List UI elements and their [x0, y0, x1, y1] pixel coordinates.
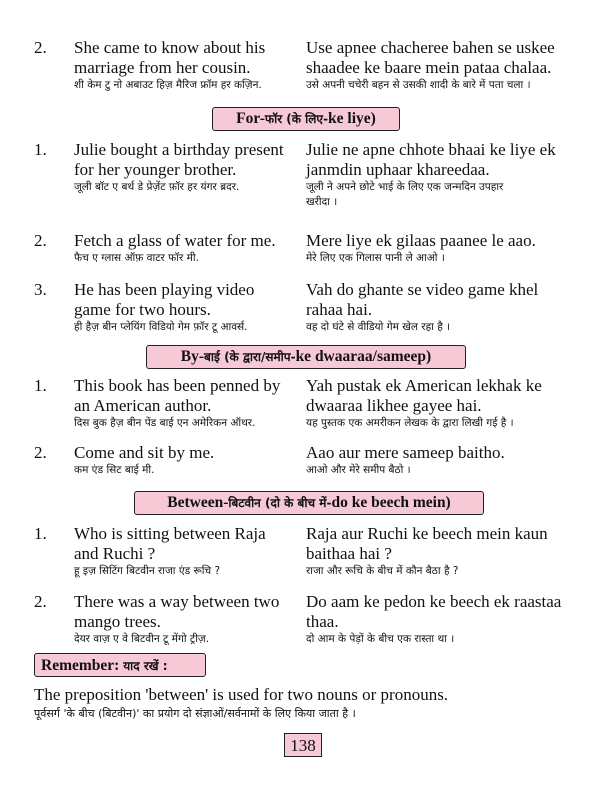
english-sentence: There was a way between two mango trees.: [74, 592, 280, 631]
remember-note-hindi: पूर्वसर्ग 'के बीच (बिटवीन)' का प्रयोग दो संज्ञाओं/सर्वनामों के लिए किया जाता है ।: [34, 707, 356, 720]
section-header-for: For-फॉर (के लिए-ke liye): [212, 107, 400, 131]
hindi-sentence: वह दो घंटे से वीडियो गेम खेल रहा है ।: [306, 321, 451, 333]
hindi-transliteration: कम एंड सिट बाई मी.: [74, 464, 155, 476]
hindi-sentence: आओ और मेरे समीप बैठो ।: [306, 464, 411, 476]
roman-hindi-sentence: Use apnee chacheree bahen se uskee shaadee ke baare mein pataa chalaa.: [306, 38, 555, 77]
roman-hindi-sentence: Julie ne apne chhote bhaai ke liye ek janmdin uphaar khareedaa.: [306, 140, 556, 179]
english-sentence: Fetch a glass of water for me.: [74, 231, 276, 250]
hindi-transliteration: ही हैज़ बीन प्लेयिंग विडियो गेम फ़ॉर टू आवर्स.: [74, 321, 248, 333]
hindi-transliteration: फैच ए ग्लास ऑफ़ वाटर फॉर मी.: [74, 252, 199, 264]
hindi-sentence: दो आम के पेड़ों के बीच एक रास्ता था ।: [306, 633, 455, 645]
hindi-transliteration: देयर वाज़ ए वे बिटवीन टू मेंगो ट्रीज़.: [74, 633, 210, 645]
english-sentence: Who is sitting between Raja and Ruchi ?: [74, 524, 266, 563]
section-header-by: By-बाई (के द्वारा/समीप-ke dwaaraa/sameep): [146, 345, 466, 369]
item-number: 2.: [34, 443, 47, 462]
hindi-sentence: उसे अपनी चचेरी बहन से उसकी शादी के बारे में पता चला ।: [306, 79, 531, 91]
english-sentence: He has been playing video game for two hours.: [74, 280, 255, 319]
page-number: 138: [284, 733, 322, 757]
roman-hindi-sentence: Mere liye ek gilaas paanee le aao.: [306, 231, 536, 250]
remember-note-english: The preposition 'between' is used for two nouns or pronouns.: [34, 685, 449, 704]
item-number: 1.: [34, 376, 47, 395]
item-number: 2.: [34, 231, 47, 250]
hindi-sentence: मेरे लिए एक गिलास पानी ले आओ ।: [306, 252, 445, 264]
roman-hindi-sentence: Do aam ke pedon ke beech ek raastaa thaa.: [306, 592, 562, 631]
roman-hindi-sentence: Aao aur mere sameep baitho.: [306, 443, 505, 462]
english-sentence: This book has been penned by an American author.: [74, 376, 281, 415]
hindi-sentence: जूली ने अपने छोटे भाई के लिए एक जन्मदिन उपहार खरीदा ।: [306, 181, 504, 208]
item-number: 3.: [34, 280, 47, 299]
hindi-transliteration: शी केम टु नो अबाउट हिज़ मैरिज फ्रॉम हर कज़िन.: [74, 79, 262, 91]
section-header-between: Between-बिटवीन (दो के बीच में-do ke beech mein): [134, 491, 484, 515]
roman-hindi-sentence: Vah do ghante se video game khel rahaa hai.: [306, 280, 539, 319]
item-number: 2.: [34, 38, 47, 57]
remember-label: Remember: याद रखें :: [34, 653, 206, 677]
english-sentence: Come and sit by me.: [74, 443, 215, 462]
item-number: 2.: [34, 592, 47, 611]
roman-hindi-sentence: Yah pustak ek American lekhak ke dwaaraa likhee gayee hai.: [306, 376, 542, 415]
roman-hindi-sentence: Raja aur Ruchi ke beech mein kaun baithaa hai ?: [306, 524, 548, 563]
item-number: 1.: [34, 524, 47, 543]
hindi-transliteration: दिस बुक हैज़ बीन पेंड बाई एन अमेरिकन ऑथर.: [74, 417, 256, 429]
hindi-transliteration: जूली बॉट ए बर्थ डे प्रेज़ेंट फ़ॉर हर यंगर ब्रदर.: [74, 181, 240, 193]
hindi-transliteration: हू इज़ सिटिंग बिटवीन राजा एंड रूचि ?: [74, 565, 221, 577]
item-number: 1.: [34, 140, 47, 159]
english-sentence: She came to know about his marriage from her cousin.: [74, 38, 266, 77]
hindi-sentence: राजा और रूचि के बीच में कौन बैठा है ?: [306, 565, 459, 577]
hindi-sentence: यह पुस्तक एक अमरीकन लेखक के द्वारा लिखी गई है ।: [306, 417, 514, 429]
english-sentence: Julie bought a birthday present for her younger brother.: [74, 140, 284, 179]
